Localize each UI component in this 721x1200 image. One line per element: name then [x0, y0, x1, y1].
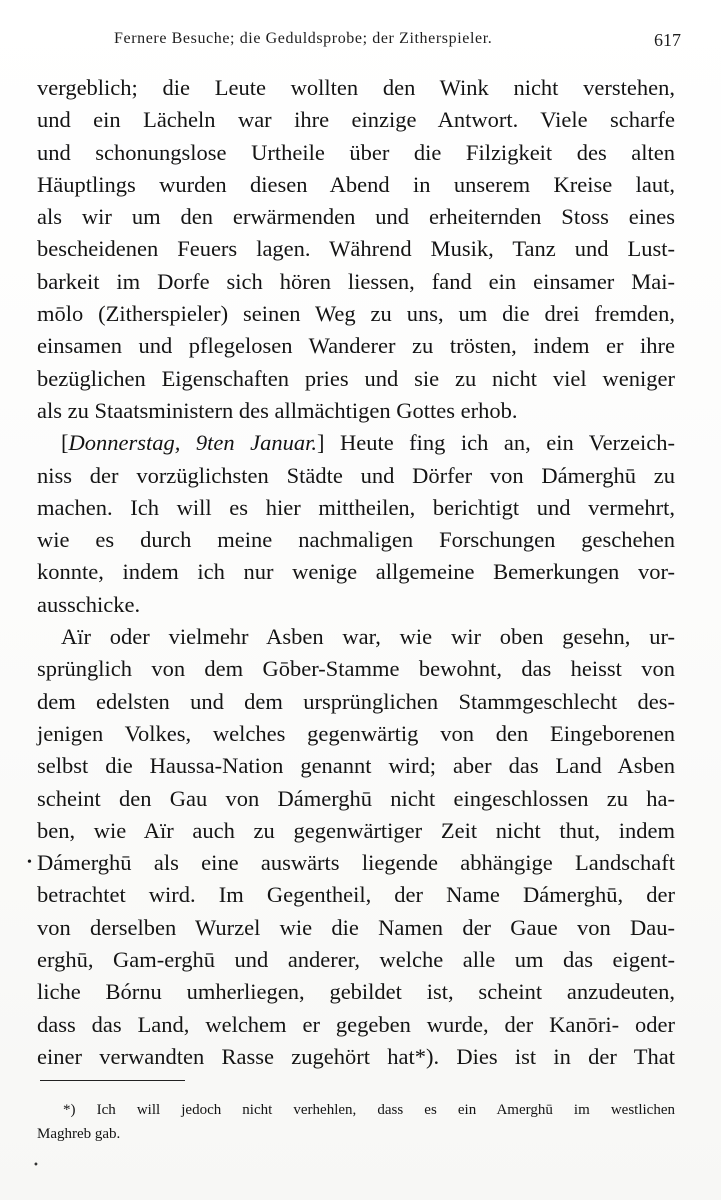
stray-dot-icon: • — [33, 1160, 39, 1171]
text-line: selbst die Haussa-Nation genannt wird; aber das Land Asben — [37, 753, 675, 779]
text-line: barkeit im Dorfe sich hören liessen, fand ein einsamer Mai- — [37, 268, 675, 294]
text-line: mōlo (Zitherspieler) seinen Weg zu uns, um die drei fremden, — [37, 301, 675, 327]
text-line: ben, wie Aïr auch zu gegenwärtiger Zeit nicht thut, indem — [37, 817, 675, 843]
text-line: ausschicke. — [37, 591, 141, 617]
text-line: vergeblich; die Leute wollten den Wink nicht verstehen, — [37, 75, 675, 100]
text-line: Aïr oder vielmehr Asben war, wie wir oben gesehn, ur- — [61, 624, 675, 650]
text-line: konnte, indem ich nur wenige allgemeine Bemerkungen vor- — [37, 559, 675, 585]
text-line: bescheidenen Feuers lagen. Während Musik, Tanz und Lust- — [37, 236, 675, 262]
running-head: Fernere Besuche; die Geduldsprobe; der Zitherspieler. — [114, 30, 493, 47]
text-line: Häuptlings wurden diesen Abend in unserem Kreise laut, — [37, 171, 675, 197]
body-text — [27, 72, 675, 1073]
text-line: und schonungslose Urtheile über die Filzigkeit des alten — [37, 139, 675, 165]
entry-text: Heute fing ich an, ein Verzeich- — [339, 430, 675, 456]
text-line: dem edelsten und dem ursprünglichen Stammgeschlecht des- — [37, 688, 675, 714]
text-line: und ein Lächeln war ihre einzige Antwort. Viele scharfe — [37, 107, 675, 133]
text-line: jenigen Volkes, welches gegenwärtig von den Eingeborenen — [37, 720, 675, 746]
text-line: betrachtet wird. Im Gegentheil, der Name Dámerghū, der — [37, 882, 675, 908]
footnote — [37, 1098, 675, 1146]
text-line: von derselben Wurzel wie die Namen der Gaue von Dau- — [37, 914, 675, 940]
footnote-line: *) Ich will jedoch nicht verhehlen, dass es ein Amerghū im westlichen — [63, 1102, 675, 1118]
text-line-marked — [27, 847, 675, 879]
text-line: einsamen und pflegelosen Wanderer zu trösten, indem er ihre — [37, 333, 675, 359]
entry-date: 9ten Januar. — [195, 430, 317, 456]
text-line: Dámerghū als eine auswärts liegende abhängige Landschaft — [37, 850, 675, 876]
text-line: sprünglich von dem Gōber-Stamme bewohnt, das heisst von — [37, 656, 675, 682]
text-line: niss der vorzüglichsten Städte und Dörfer von Dámerghū zu — [37, 462, 675, 488]
entry-weekday: Donnerstag, — [68, 430, 181, 456]
margin-dot-icon: • — [27, 855, 32, 871]
text-line: dass das Land, welchem er gegeben wurde, der Kanōri- oder — [37, 1011, 675, 1037]
text-line: als wir um den erwärmenden und erheiternden Stoss eines — [37, 204, 675, 230]
text-line: einer verwandten Rasse zugehört hat*). Dies ist in der That — [37, 1043, 675, 1069]
text-line: als zu Staatsministern des allmächtigen Gottes erhob. — [37, 397, 518, 423]
dated-entry-line: [Donnerstag, 9ten Januar.] Heute fing ich an, ein Verzeich- — [61, 430, 675, 456]
footnote-rule — [40, 1080, 185, 1081]
page-number: 617 — [654, 30, 681, 50]
text-line: machen. Ich will es hier mittheilen, berichtigt und vermehrt, — [37, 494, 675, 520]
text-line: erghū, Gam-erghū und anderer, welche alle um das eigent- — [37, 947, 675, 973]
text-line: wie es durch meine nachmaligen Forschungen geschehen — [37, 527, 675, 553]
text-line: liche Bórnu umherliegen, gebildet ist, scheint anzudeuten, — [37, 979, 675, 1005]
text-line: scheint den Gau von Dámerghū nicht eingeschlossen zu ha- — [37, 785, 675, 811]
text-line: bezüglichen Eigenschaften pries und sie zu nicht viel weniger — [37, 365, 675, 391]
footnote-line: Maghreb gab. — [37, 1126, 121, 1142]
